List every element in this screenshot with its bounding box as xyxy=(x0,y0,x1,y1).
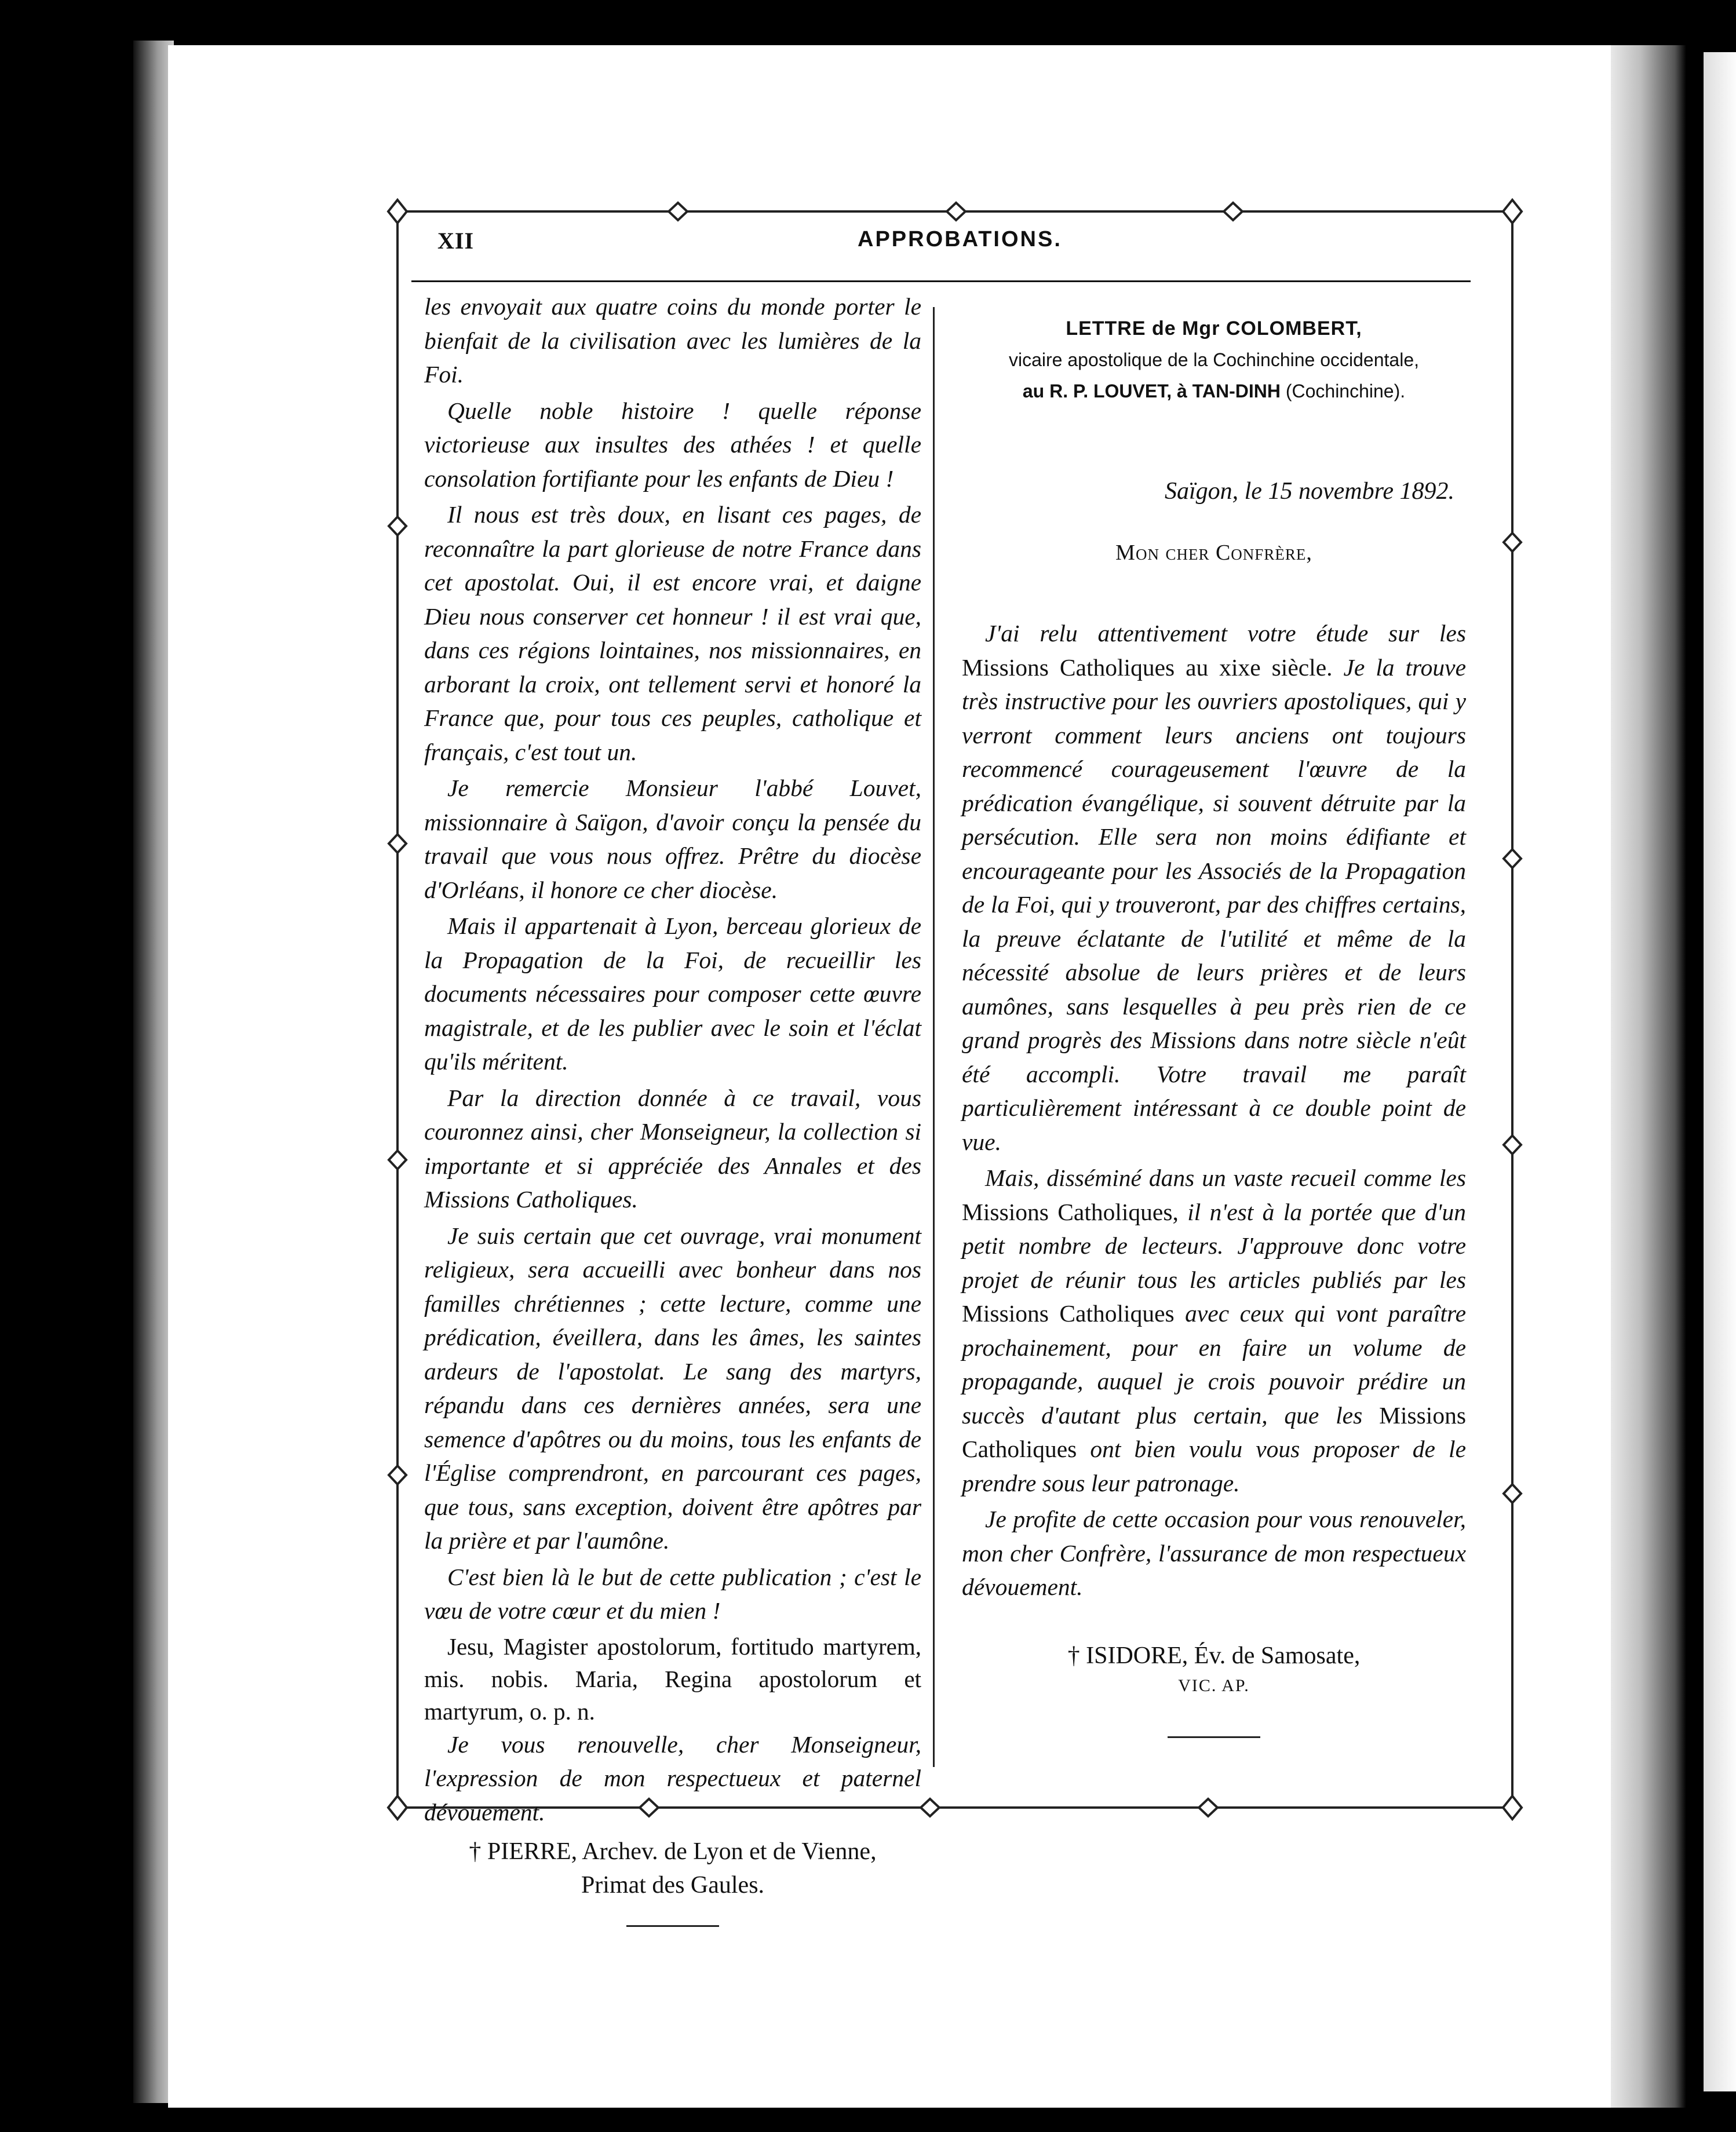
text-span: avec ceux qui vont paraître prochainement, pour en faire un volume de propagande, auquel je crois pouvoir prédire un succès d'autant plus certain, que les xyxy=(962,1300,1467,1429)
header-rule xyxy=(411,280,1471,282)
paragraph: C'est bien là le but de cette publication ; c'est le vœu de votre cœur et du mien ! xyxy=(424,1563,921,1624)
corner-ornament-icon xyxy=(388,200,407,223)
text-span: ont bien voulu vous proposer de le prendre sous leur patronage. xyxy=(962,1436,1466,1496)
text-span: Mais, disséminé dans un vaste recueil comme les xyxy=(985,1164,1466,1191)
diamond-ornament-icon xyxy=(1199,1799,1217,1816)
paragraph xyxy=(962,1161,1466,1500)
text-span: il n'est à la portée que d'un petit nombre de lecteurs. J'approuve donc votre projet de réunir tous les articles publiés par les xyxy=(962,1198,1467,1293)
right-column xyxy=(962,313,1466,1738)
letter-date: Saïgon, le 15 novembre 1892. xyxy=(1164,478,1454,505)
diamond-ornament-icon xyxy=(1504,849,1521,868)
diamond-ornament-icon xyxy=(1504,533,1521,552)
diamond-ornament-icon xyxy=(389,1151,406,1169)
recipient-place: (Cochinchine). xyxy=(1285,381,1406,401)
end-rule xyxy=(1168,1736,1260,1738)
signature-isidore: † ISIDORE, Év. de Samosate, xyxy=(1067,1642,1361,1669)
closing-paragraph: Je vous renouvelle, cher Monseigneur, l'expression de mon respectueux et paternel dévouement. xyxy=(424,1731,921,1826)
diamond-ornament-icon xyxy=(669,203,687,220)
latin-invocation: Jesu, Magister apostolorum, fortitudo martyrem, mis. nobis. Maria, Regina apostolorum et martyrum, o. p. n. xyxy=(424,1633,921,1725)
diamond-ornament-icon xyxy=(389,1466,406,1484)
paragraph xyxy=(962,616,1466,1159)
text-span: J'ai relu attentivement votre étude sur les xyxy=(985,620,1466,647)
paragraph: Je suis certain que cet ouvrage, vrai monument religieux, sera accueilli avec bonheur dans nos familles chrétiennes ; cette lecture, comme une prédication, éveillera, dans les âmes, les saintes ardeurs de l'apostolat. Le sang des martyrs, répandu dans ces dernières années, sera une semence d'apôtres ou du moins, tous les enfants de l'Église comprendront, en parcourant ces pages, que tous, sans exception, doivent être apôtres par la prière et par l'aumône. xyxy=(424,1222,921,1554)
diamond-ornament-icon xyxy=(389,834,406,853)
diamond-ornament-icon xyxy=(1224,203,1242,220)
publication-title: Missions Catholiques au xixe siècle. xyxy=(962,654,1333,681)
diamond-ornament-icon xyxy=(389,517,406,535)
left-column xyxy=(424,290,921,1927)
paragraph: Il nous est très doux, en lisant ces pages, de reconnaître la part glorieuse de notre France dans cet apostolat. Oui, il est encore vrai, et daigne Dieu nous conserver cet honneur ! il est vrai que, dans ces régions lointaines, nos missionnaires, en arborant la croix, ont tellement servi et honoré la France que, pour tous ces peuples, catholique et français, c'est tout un. xyxy=(424,501,921,765)
publication-title: Missions Catholiques xyxy=(962,1300,1175,1327)
diamond-ornament-icon xyxy=(1504,1136,1521,1154)
paragraph: Je remercie Monsieur l'abbé Louvet, missionnaire à Saïgon, d'avoir conçu la pensée du travail que vous nous offrez. Prêtre du diocèse d'Orléans, il honore ce cher diocèse. xyxy=(424,775,921,903)
corner-ornament-icon xyxy=(388,1796,407,1819)
end-rule xyxy=(626,1925,719,1927)
column-divider xyxy=(933,307,935,1767)
text-span: Je la trouve très instructive pour les ouvriers apostoliques, qui y verront comment leurs anciens ont toujours recommencé courageusement l'œuvre de la prédication évangélique, si souvent détruite par la persécution. Elle sera non moins édifiante et encourageante pour les Associés de la Propagation de la Foi, qui y trouveront, par des chiffres certains, la preuve éclatante de l'utilité et même de la nécessité absolue de leurs prières et de leurs aumônes, sans lesquelles à peu près rien de ce grand progrès des Missions dans notre siècle n'eût été accompli. Votre travail me paraît particulièrement intéressant à ce double point de vue. xyxy=(962,654,1466,1155)
salutation: Mon cher Confrère, xyxy=(1115,541,1312,565)
letter-heading xyxy=(962,313,1466,407)
corner-ornament-icon xyxy=(1503,1796,1522,1819)
recipient-name: au R. P. LOUVET, à TAN-DINH xyxy=(1022,381,1281,401)
letter-heading-recipient xyxy=(962,375,1466,407)
paragraph: Quelle noble histoire ! quelle réponse victorieuse aux insultes des athées ! et quelle consolation fortifiante pour les enfants de Dieu ! xyxy=(424,397,921,492)
corner-ornament-icon xyxy=(1503,200,1522,223)
paragraph: Par la direction donnée à ce travail, vous couronnez ainsi, cher Monseigneur, la collection si importante et si appréciée des Annales et des Missions Catholiques. xyxy=(424,1084,921,1213)
letter-heading-title: LETTRE de Mgr COLOMBERT, xyxy=(1066,317,1362,339)
diamond-ornament-icon xyxy=(921,1799,939,1816)
letter-heading-subtitle: vicaire apostolique de la Cochinchine occidentale, xyxy=(1009,349,1419,370)
diamond-ornament-icon xyxy=(947,203,965,220)
publication-title: Missions Catholiques, xyxy=(962,1198,1179,1225)
signature-pierre xyxy=(424,1835,921,1902)
signature-title: Primat des Gaules. xyxy=(581,1872,765,1899)
paragraph: Mais il appartenait à Lyon, berceau glorieux de la Propagation de la Foi, de recueillir les documents nécessaires pour composer cette œuvre magistrale, et de les publier avec le soin et l'éclat qu'ils méritent. xyxy=(424,912,921,1075)
paragraph: les envoyait aux quatre coins du monde porter le bienfait de la civilisation avec les lumières de la Foi. xyxy=(424,293,921,388)
publication-title: Missions Catholiques xyxy=(962,1401,1466,1462)
page-folio: XII xyxy=(437,228,475,254)
signature-line: † PIERRE, Archev. de Lyon et de Vienne, xyxy=(469,1838,877,1865)
running-head-title: APPROBATIONS. xyxy=(858,227,1062,251)
diamond-ornament-icon xyxy=(1504,1484,1521,1503)
paragraph: Je profite de cette occasion pour vous renouveler, mon cher Confrère, l'assurance de mon respectueux dévouement. xyxy=(962,1506,1466,1600)
signature-title: VIC. AP. xyxy=(1178,1675,1250,1695)
